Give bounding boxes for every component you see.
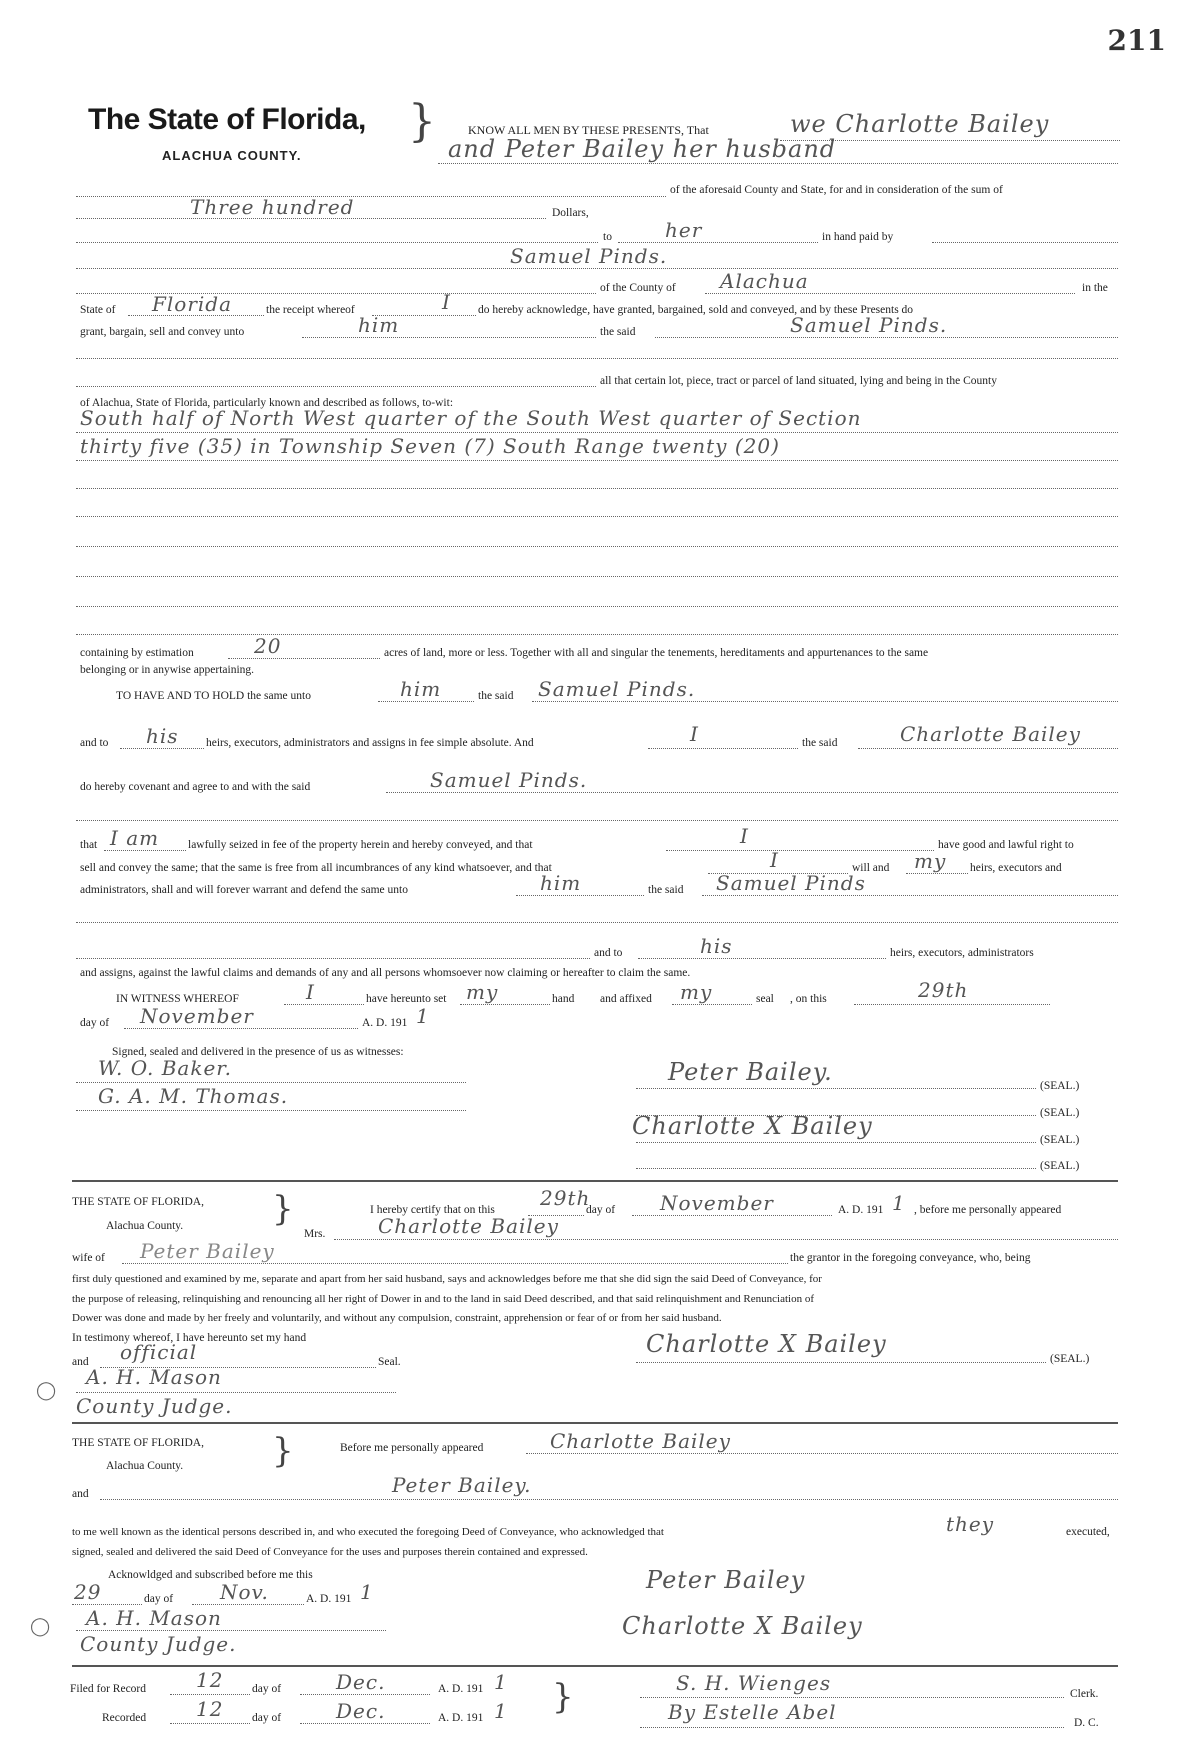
fill-line [122,1263,788,1264]
signature-charlotte: Charlotte X Bailey [632,1112,873,1140]
ack2-name1-handwriting: Charlotte Bailey [550,1429,731,1453]
ack2-body1: to me well known as the identical persons described in, and who executed the foregoing Deed of Conveyance, who acknowledged that [72,1526,664,1538]
admin-said-label: the said [648,884,684,896]
fill-line [228,658,380,659]
fill-line [76,432,1118,433]
fill-line [192,1604,304,1605]
have-set-label: have hereunto set [366,993,447,1005]
heirs-text: heirs, executors, administrators and assigns in fee simple absolute. And [206,737,534,749]
ack1-officer-handwriting: A. H. Mason [86,1365,222,1389]
fill-line [120,748,204,749]
witness2-handwriting: G. A. M. Thomas. [98,1084,289,1108]
hand-label: hand [552,993,575,1005]
sell-handwriting: I [770,848,779,872]
section-rule [72,1665,1118,1667]
ack2-officer-handwriting: A. H. Mason [86,1606,222,1630]
ack2-ad: A. D. 191 [306,1593,352,1605]
fill-line [334,1239,1118,1240]
month-handwriting: November [140,1004,254,1028]
that-handwriting: I am [110,826,160,850]
ack1-state: THE STATE OF FLORIDA, [72,1196,204,1208]
description-handwriting-1: South half of North West quarter of the South West quarter of Section [80,406,862,430]
fill-line [300,1723,430,1724]
containing-label: containing by estimation [80,647,194,659]
ack2-year-handwriting: 1 [360,1580,374,1604]
ad-label: A. D. 191 [362,1017,408,1029]
on-this-label: , on this [790,993,827,1005]
belonging-text: belonging or in anywise appertaining. [80,664,255,676]
filed-day-handwriting: 12 [196,1668,224,1692]
fill-line [932,242,1118,243]
fill-line [636,1088,1036,1089]
fill-line [76,488,1118,489]
filed-ad: A. D. 191 [438,1683,484,1695]
ack2-title-handwriting: County Judge. [80,1632,237,1656]
filed-month-handwriting: Dec. [336,1670,386,1694]
fill-line [516,895,644,896]
fill-line [906,873,968,874]
fill-line [648,748,798,749]
day-of-label: day of [80,1017,110,1029]
fill-line [858,748,1118,749]
fill-line [76,218,546,219]
ack2-state: THE STATE OF FLORIDA, [72,1437,204,1449]
brace: } [272,1431,294,1471]
fill-line [618,242,818,243]
fill-line [76,516,1118,517]
filed-label: Filed for Record [70,1683,147,1695]
ack1-mrs-handwriting: Charlotte Bailey [378,1214,559,1238]
ack1-signature: Charlotte X Bailey [646,1330,887,1358]
fill-line [636,1168,1036,1169]
heirs3-text: heirs, executors, administrators [890,947,1034,959]
fill-line [128,315,264,316]
acknowledge-text: do hereby acknowledge, have granted, bargained, sold and conveyed, and by these Presents do [478,304,914,316]
fill-line [702,895,1118,896]
fill-line [76,820,1118,821]
and-to2-handwriting: his [700,934,733,958]
fill-line [76,196,666,197]
sum-handwriting: Three hundred [190,195,355,219]
ack2-county: Alachua County. [106,1460,184,1472]
seal-label: seal [756,993,774,1005]
consideration-text: of the aforesaid County and State, for and in consideration of the sum of [670,184,1003,196]
will-label: will and [852,862,890,874]
fill-line [636,1142,1036,1143]
ack1-body1: first duly questioned and examined by me, separate and apart from her said husband, says and acknowledges before me that she did sign the said Deed of Conveyance, for [72,1273,822,1285]
fill-line [170,1694,250,1695]
rec-ad: A. D. 191 [438,1712,484,1724]
ack2-executed-label: executed, [1066,1526,1110,1538]
ack1-county: Alachua County. [106,1220,184,1232]
ack1-month-handwriting: November [660,1191,774,1215]
seal-mark: (SEAL.) [1040,1134,1080,1146]
year-handwriting: 1 [416,1004,430,1028]
fill-line [76,460,1118,461]
fill-line [640,1697,1064,1698]
ack1-title-handwriting: County Judge. [76,1394,233,1418]
section-rule [72,1422,1118,1424]
ack1-testimony: In testimony whereof, I have hereunto set my hand [72,1332,307,1344]
grantor-handwriting: we Charlotte Bailey [790,110,1050,138]
fill-line [76,1110,466,1111]
the-said-label: the said [600,326,636,338]
ack1-body2: the purpose of releasing, relinquishing and renouncing all her right of Dower in and to the land in said Deed described, and that said relinquishment and Renunciation of [72,1293,814,1305]
fill-line [532,701,1118,702]
fill-line [666,850,934,851]
of-alachua-text: of Alachua, State of Florida, particularly known and described as follows, to-wit: [80,397,454,409]
fill-line [636,1362,1046,1363]
ack2-before: Before me personally appeared [340,1442,484,1454]
know-all-text: KNOW ALL MEN BY THESE PRESENTS, That [468,123,709,137]
the-said2-label: the said [802,737,838,749]
fill-line [655,337,1118,338]
ack1-wife-label: wife of [72,1252,105,1264]
ack2-month-handwriting: Nov. [220,1580,269,1604]
seal-stamp: ◯ [30,1616,51,1637]
clerk-handwriting: S. H. Wienges [676,1671,832,1695]
rec-year-handwriting: 1 [494,1699,508,1723]
sell-text: sell and convey the same; that the same is free from all incumbrances of any kind whatsoever, and that [80,862,552,874]
ack1-before: , before me personally appeared [914,1204,1062,1216]
dc-label: D. C. [1074,1717,1099,1729]
fill-line [76,606,1118,607]
page-number: 211 [1107,24,1166,57]
habendum-said-handwriting: Samuel Pinds. [538,677,696,701]
fill-line [76,576,1118,577]
ack2-and-label: and [72,1488,89,1500]
that-label: that [80,839,98,851]
fill-line [104,850,186,851]
fill-line [76,268,1118,269]
to-handwriting: her [665,218,703,242]
and-to-handwriting: his [146,724,179,748]
rec-month-handwriting: Dec. [336,1699,386,1723]
covenant-handwriting: Samuel Pinds. [430,768,588,792]
ack1-and-label: and [72,1356,89,1368]
grantor-handwriting-2: and Peter Bailey her husband [448,135,837,163]
ack2-name2-handwriting: Peter Bailey. [392,1473,532,1497]
ack2-signature-charlotte: Charlotte X Bailey [622,1612,863,1640]
ack2-body2: signed, sealed and delivered the said Deed of Conveyance for the uses and purposes therein contained and expressed. [72,1546,588,1558]
signed-text: Signed, sealed and delivered in the presence of us as witnesses: [112,1046,404,1058]
admin-handwriting: him [540,871,582,895]
dollars-label: Dollars, [552,207,589,219]
habendum-handwriting: him [400,677,442,701]
state-of-label: State of [80,304,116,316]
fill-line [526,1453,1118,1454]
clerk-label: Clerk. [1070,1688,1099,1700]
fill-line [638,958,886,959]
ack2-body1-handwriting: they [946,1512,995,1536]
ack1-wife-handwriting: Peter Bailey [140,1239,275,1263]
ack1-year-handwriting: 1 [892,1191,906,1215]
unto-handwriting: him [358,313,400,337]
all-that-text: all that certain lot, piece, tract or parcel of land situated, lying and being in the County [600,375,997,387]
rec-day-handwriting: 12 [196,1697,224,1721]
fill-line [672,1004,752,1005]
receipt-handwriting: I [442,290,451,314]
assigns-text: and assigns, against the lawful claims and demands of any and all persons whomsoever now claiming or hereafter to claim the same. [80,967,691,979]
habendum-label: TO HAVE AND TO HOLD the same unto [116,690,311,702]
fill-line [300,1694,430,1695]
will-handwriting: my [914,849,947,873]
ack1-grantor: the grantor in the foregoing conveyance, who, being [790,1252,1031,1264]
acres-text: acres of land, more or less. Together with all and singular the tenements, hereditaments and appurtenances to the same [384,647,929,659]
fill-line [76,1630,386,1631]
affixed-label: and affixed [600,993,652,1005]
county-heading: ALACHUA COUNTY. [162,148,302,163]
day-handwriting: 29th [918,978,969,1002]
fill-line [76,386,596,387]
heirs2-text: heirs, executors and [970,862,1062,874]
ack2-signature-peter: Peter Bailey [646,1566,806,1594]
fill-line [302,337,596,338]
fill-line [284,1004,364,1005]
in-the-label: in the [1082,282,1108,294]
state-title: The State of Florida, [88,103,366,136]
ack1-ad: A. D. 191 [838,1204,884,1216]
rec-day-of: day of [252,1712,282,1724]
fill-line [76,634,1118,635]
paid-by-handwriting: Samuel Pinds. [510,244,668,268]
witness1-handwriting: W. O. Baker. [98,1056,233,1080]
brace: } [408,96,436,147]
fill-line [76,1082,466,1083]
set-handwriting: my [466,980,499,1004]
fill-line [76,358,1118,359]
witness-label: IN WITNESS WHEREOF [116,993,239,1005]
ack1-and-handwriting: official [120,1340,198,1364]
fill-line [76,1392,396,1393]
ack1-certify: I hereby certify that on this [370,1204,495,1216]
right-text: have good and lawful right to [938,839,1074,851]
fill-line [705,293,1075,294]
seized-handwriting: I [740,824,749,848]
ack1-day-of: day of [586,1204,616,1216]
brace: } [552,1677,574,1717]
witness-handwriting: I [306,980,315,1004]
the-said2-handwriting: Charlotte Bailey [900,722,1081,746]
in-hand-label: in hand paid by [822,231,894,243]
fill-line [170,1723,250,1724]
admin-said-handwriting: Samuel Pinds [716,871,866,895]
seal-mark: (SEAL.) [1040,1107,1080,1119]
recorded-label: Recorded [102,1712,147,1724]
fill-line [100,1499,1118,1500]
signature-peter: Peter Bailey. [668,1058,833,1086]
fill-line [460,1004,550,1005]
seal-stamp: ◯ [36,1380,57,1401]
ack2-subscribed: Acknowldged and subscribed before me this [108,1569,313,1581]
habendum-said-label: the said [478,690,514,702]
and-to-label: and to [80,737,109,749]
fill-line [378,701,474,702]
covenant-text: do hereby covenant and agree to and with the said [80,781,311,793]
county-of-handwriting: Alachua [720,269,809,293]
receipt-label: the receipt whereof [266,304,355,316]
ack2-day-handwriting: 29 [74,1580,102,1604]
seal-mark: (SEAL.) [1050,1353,1090,1365]
ack2-day-of: day of [144,1593,174,1605]
to-label: to [603,231,612,243]
affixed-handwriting: my [680,980,713,1004]
acres-handwriting: 20 [254,634,282,658]
seal-mark: (SEAL.) [1040,1160,1080,1172]
ack1-mrs-label: Mrs. [304,1228,326,1240]
fill-line [76,922,1118,923]
fill-line [76,242,598,243]
fill-line [76,546,1118,547]
state-of-handwriting: Florida [152,292,232,316]
ack1-day-handwriting: 29th [540,1186,591,1210]
seized-text: lawfully seized in fee of the property herein and hereby conveyed, and that [188,839,533,851]
and-handwriting: I [690,722,699,746]
fill-line [124,1028,358,1029]
seal-mark: (SEAL.) [1040,1080,1080,1092]
ack1-body3: Dower was done and made by her freely and voluntarily, and without any compulsion, constraint, apprehension or fear of or from her said husband. [72,1312,722,1324]
and-to2-label: and to [594,947,623,959]
county-of-label: of the County of [600,282,676,294]
fill-line [438,163,1118,164]
filed-day-of: day of [252,1683,282,1695]
the-said-handwriting: Samuel Pinds. [790,313,948,337]
deputy-handwriting: By Estelle Abel [668,1700,837,1724]
description-handwriting-2: thirty five (35) in Township Seven (7) South Range twenty (20) [80,434,780,458]
ack1-seal-label: Seal. [378,1356,401,1368]
fill-line [72,1604,142,1605]
section-rule [72,1180,1118,1182]
fill-line [632,1215,832,1216]
admin-text: administrators, shall and will forever warrant and defend the same unto [80,884,408,896]
fill-line [386,792,1118,793]
fill-line [76,958,590,959]
filed-year-handwriting: 1 [494,1670,508,1694]
fill-line [854,1004,1050,1005]
grant-text: grant, bargain, sell and convey unto [80,326,245,338]
brace: } [272,1189,294,1229]
fill-line [640,1727,1064,1728]
